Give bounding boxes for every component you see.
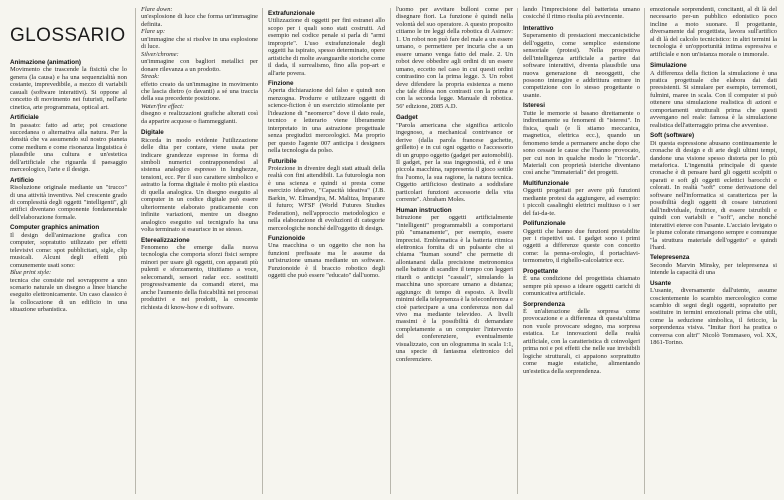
text-column-5 xyxy=(523,6,640,496)
sub-term: Flare down: xyxy=(141,6,173,13)
entry-text: disegno e realizzazioni grafiche alterati così da apparire acquose o fiammeggianti. xyxy=(141,110,258,125)
sub-term: Flare up: xyxy=(141,28,166,36)
entry-text: Istruzione per oggetti artificialmente "intelligenti" programmabili a comportarsi più "umanamente", per esempio, essere imprecisi. Emblematica è la batteria ritmica elettronica fornita di un pulsante che si chiama "human sound" che permette di allontanarsi dalla precisione metronomica nelle battute di scandire il tempo con leggeri ritardi o anticipi "casuali", simulando la macchina uno sporcare umano a distanza; aggiungo: di tempo di esposto. A livelli minimi della teleprsenza è la teleconferenza e cioè partecipare a una conferenza non dal vivo ma mediante televideo. A livelli massimi è la possibilità di demandare completamente a un computer l'intervento del conferenziere, eventualmente visualizzato, con un ologramma in scala 1:1, una specie di fantasma elettronico del conferenziere. xyxy=(396,214,513,363)
glossary-entry-extrafunzionale xyxy=(268,10,385,77)
sub-term: Streak: xyxy=(141,73,160,81)
entry-title: Eterealizzazione xyxy=(141,236,190,244)
entry-text: L'usante, diversamente dall'utente, assume coscientemente lo scambio merceologico come scambio di segni degli oggetti, sopratutto per sostituire in termini emozionali prima che utili, come la seduzione simbolica, il feticcio, la sorprendenza visiva. "Imitar fiori ha pratica o conversa con altri" Nicolò Tommaseo, vol. XX, 1861-Torino. xyxy=(650,287,777,347)
entry-text: Proiezione in divenire degli stati attuali della realtà con fini attendibili. La futurologia non è una scienza e quindi si presta come esercizio ideativo, "Capacità ideativa" (J.B. Barkin, W. Elmandjra, M. Malitza, Imparare il futuro; WFSF (World Futures Studies Federation), nell'approccio metodologico e nella elaborazione di evoluzioni di categorie merceologiche nonché dell'oggetto di design. xyxy=(268,164,385,232)
entry-text: Movimento che trascende la fisicità che lo genera (la causa) e ha una sequenzialità non costante, imprevedibile, a mezzo di variabili casuali (software interattivi). Si oppone al concetto di movimento nei futuristi, nell'arte cinetica, arte programmata, optical art. xyxy=(10,66,127,111)
glossary-entry-artificiale xyxy=(10,114,127,174)
entry-title: Simulazione xyxy=(650,62,687,70)
sub-term: Blue print style: xyxy=(10,269,52,277)
text-column-2 xyxy=(141,6,258,496)
entry-text: Oggetti progettati per avere più funzioni mediante protesi da aggiungere, ad esempio: i piccoli casalinghi elettrici multiuso o i ser del fai-da-te. xyxy=(523,187,640,217)
entry-text: Fenomeno che emerge dalla nuova tecnologia che comporta sforzi fisici sempre minori per usare gli oggetti, con apparati più pulenti e sforzamento, tituitiamo a voce, selecomandi, sensori radar ecc. sostituiti progressivamente da comandi eterei, ma anche l'aumento della fisicabilità nei processi produttivi e nei prodotti, la crescente richiesta di know-how e di software. xyxy=(141,243,258,311)
text-column-1 xyxy=(10,6,127,496)
glossary-entry-futuribile xyxy=(268,158,385,232)
sub-term: Silver/chrome: xyxy=(141,50,179,58)
entry-text: emozionale sorprendenti, concitanti, al di là del necessario per-un pubblico edonistico poco incline a moto suonare. Il progettante, diversamente dal progettista, lavora sull'artifico al di là del calcolo tecnicistico: in altri termini la tecnologia è un'opportunità intima espressiva e artificiale e non un'istanza morale o immorale. xyxy=(650,6,777,58)
entry-title: Telepresenza xyxy=(650,254,690,262)
entry-title: Finzione xyxy=(268,80,294,88)
entry-text: l'uomo per avvitare bulloni come per disegnare fiori. La funzione è quindi nella volontà del suo operatore. A questo proposito citiamo le tre leggi della robotica di Asimov: 1. Un robot non può fare del male a un essere umano, o permettere per incuria che a un essere umano venga fatto del male. 2. Un robot deve obbedire agli ordini di un essere umano, eccetto nel caso in cui questi ordini contrastino con la prima legge. 3. Un robot deve difendere la propria esistenza a meno che tale difesa non contrasti con la prima e con la seconda legge. Manuale di robotica. 56ª edizione, 2085 A.D. xyxy=(396,6,513,110)
glossary-entry-interattivo xyxy=(523,25,640,99)
text-column-6 xyxy=(650,6,777,496)
entry-text: Risoluzione originale mediante un "trucco" di una attività inventiva. Nel crescente grado di complessità degli oggetti "intelligenti", gli artifici diventano componente fondamentale dell'elaborazione formale. xyxy=(10,184,127,221)
entry-text: Una macchina o un oggetto che non ha funzioni prefissate ma le assume da un'istruzione umana mediante un software. Funzionoide è il braccio robotico degli oggetti che può essere "educato" dall'uomo. xyxy=(268,242,385,280)
entry-text: Di questa espressione abusano continuamente le cronache di design e di arte degli ultimi tempi, dandone una visione spesso distorta per lo più metaforica. L'ingenuità principale di queste cronache è di pensare hard gli oggetti scolpiti o sparati e soft gli oggetti eclettici barocchi e colorati. In realtà "soft" come derivazione del software nell'informatica si caratterizza per la possibilità degli oggetti di cosare istruzioni dall'individuale, fruitrice, di essere istruibili e quindi con variabili e "soft", anche nonché interattivi eteree con l'usante. L'acciaio levigato o le piume colorate rimangono sempre e comunque "la struttura materiale dell'oggetto" e quindi l'hard. xyxy=(650,139,777,251)
text-column-4 xyxy=(396,6,513,496)
entry-text: Oggetti che hanno due funzioni prestabilite per i rispettivi usi. I gadget sono i primi oggetti a differenze queste con concetto come: la penna-orologio, il portachiavi-termometro, il righello-calcolatrice ecc. xyxy=(523,227,640,265)
column-divider xyxy=(644,8,645,494)
entry-title: Gadget xyxy=(396,114,418,122)
entry-title: Interattivo xyxy=(523,24,554,32)
page-title: GLOSSARIO xyxy=(10,25,126,46)
entry-title: Digitale xyxy=(141,129,164,137)
glossary-entry-telepresenza xyxy=(650,254,777,276)
glossary-entry-gadget xyxy=(396,114,513,203)
glossary-entry-human-instruction xyxy=(396,207,513,363)
glossary-entry-usante xyxy=(650,280,777,347)
entry-title: Futuribile xyxy=(268,157,297,165)
entry-title: Artificio xyxy=(10,176,34,184)
entry-title: Sorprendenza xyxy=(523,300,565,308)
entry-text: effetto creato da un'immagine in movimento che lascia dietro (o davanti) a sé una traccia della sua precedente posizione. xyxy=(141,80,258,103)
glossary-entry-sorprendenza xyxy=(523,301,640,375)
entry-title: Human instruction xyxy=(396,206,452,214)
entry-title: Animazione (animation) xyxy=(10,59,82,66)
glossary-entry-multifunzionale xyxy=(523,180,640,217)
entry-title: Usante xyxy=(650,279,671,287)
sub-term: Water/fire effect: xyxy=(141,102,185,110)
entry-title: Computer graphics animation xyxy=(10,224,100,232)
glossary-entry-animazione xyxy=(10,59,127,111)
entry-text: Aperta dichiarazione del falso e quindi non menzogna. Produrre e utilizzare oggetti di science-fiction è un esercizio stimolante per l'ideazione di "neomerce" dove il dato reale, tecnico e letterario viene liberamente interpretato in una astrazione progettuale senza pregiudizi merceologici. Ma proprio per questo l'agente 007 anticipa i designers nella tecnologia da polso. xyxy=(268,87,385,155)
column-divider xyxy=(517,8,518,494)
entry-text: È un'alterazione delle sorpresa come provocazione e a differenza di questa'ultima non vuole provocare sdegno, ma sorpresa estatica. Le innovazioni della realtà artificiale, con la caratteristica di coinvolgeri prima noi e poi effetti che nelle sue invisibili logiche strutturali, ci appaiono sorprattutto come magie estatiche, alimentando un'estetica della sorprendenza. xyxy=(523,307,640,375)
column-divider xyxy=(135,8,136,494)
glossary-entry-progettante xyxy=(523,268,640,298)
entry-text: lando l'imprecisione del batterista umano cosicché il ritmo risulta più avvincente. xyxy=(523,6,640,21)
glossary-entry-isteresi xyxy=(523,102,640,176)
entry-text: A differenza della fiction la simulazione è una pratica progettuale che elabora dai dati preesistenti. Si simulare per esempio, terremoti, fulmini, maree in scala. Con il computer si può ottenere una simulazione realistica di azioni e comportamenti strutturali prima che questi avvengano nel reale: famosa è la simulazione realistica dell'atterraggio prima che avvenisse. xyxy=(650,69,777,129)
glossary-entry-funzionoide xyxy=(268,235,385,280)
entry-title: Multifunzionale xyxy=(523,179,569,187)
entry-text: Tutte le memorie si basano direttamente o indirettamente su fenomeni di "isteresi". In fisica, quali (e lì stiamo meccanica, magnetica, elettrica ecc.), quando un fenomeno tende a permanere anche dopo che sono cessate le cause che l'hanno provocato, per cui non in qualche modo le "ricorda". Materiali con proprietà isteriche diventano così anche "immateriali" dei progetti. xyxy=(523,109,640,177)
entry-text: Il design dell'animazione grafica con computer, sopratutto utilizzato per effetti televisivi come: spot pubblicitari, sigle, clip musicali. Alcuni degli effetti più comunemente usati sono: xyxy=(10,231,127,269)
column-divider xyxy=(390,8,391,494)
entry-text: È una condizione del progettista chiamato sempre più spesso a ideare oggetti carichi di comunicativa artificiale. xyxy=(523,275,640,298)
entry-title: Progettante xyxy=(523,267,558,275)
entry-text: In passato: fatto ad arte; poi creazione succedanea o alternativa alla natura. Per la densità che va assumendo sul nostro pianeta come medium e come risonanza linguistica è plausibile una cultura e un'estetica dell'artificiale che riguarda il paesaggio merceologico, l'arte e il design. xyxy=(10,121,127,174)
entry-text: Secondo Marvin Minsky, per telepresenza si intende la capacità di una xyxy=(650,261,777,277)
entry-text: Utilizzazione di oggetti per fini estranei allo scopo per i quali sono stati costruiti. Ad esempio nel codice penale si parla di "armi improprie". L'uso extrafunzionale degli oggetti ha ispirato, spesso determinato, opere artistiche di molte avanguardie storiche come il dada, il surrealismo, fino alla pop-art e all'arte povera. xyxy=(268,17,385,77)
entry-title: Extrafunzionale xyxy=(268,10,315,17)
entry-text: Superamento di prestazioni meccanicistiche dell'oggetto, come semplice estensione sensoriale (protesi). Nella prospettiva dell'intelligenza artificiale a partire dai software interattivi, diventa plausibile una nuova generazione di neooggetti, che possono interagire e addirittura entrare in competizione con lo stesso progettante o usante. xyxy=(523,32,640,99)
glossary-entry-eterealizzazione xyxy=(141,237,258,311)
entry-title: Polifunzionale xyxy=(523,220,566,228)
glossary-entry-digitale xyxy=(141,129,258,233)
glossary-entry-computer-graphics xyxy=(10,224,127,313)
entry-title: Funzionoide xyxy=(268,235,306,242)
entry-title: Isteresi xyxy=(523,102,546,110)
glossary-entry-polifunzionale xyxy=(523,220,640,265)
glossary-entry-artificio xyxy=(10,177,127,222)
entry-text: un'esplosione di luce che forma un'immagine definita. xyxy=(141,13,258,28)
entry-title: Artificiale xyxy=(10,114,39,122)
glossary-entry-simulazione xyxy=(650,62,777,129)
entry-text: Ricorda in modo evidente l'utilizzazione delle dita per contare, viene usata per indicare grandezze espresse in forma di simboli numerici contrapponendosi al sistema analogico espresso in lunghezze, tensioni, ecc. Per il suo carattere simbolico e astratto la forma digitale è molto più elastica di quella analogica. Un disegno eseguito al computer in un codice digitale può essere ulteriormente elaborato praticamente con infinite variazioni, mentre un disegno analogico eseguito sul tecnigrafo ha una volta terminato si esaurisce in se stesso. xyxy=(141,136,258,234)
entry-title: Soft (software) xyxy=(650,132,695,140)
text-column-3 xyxy=(268,6,385,496)
column-divider xyxy=(262,8,263,494)
glossary-entry-finzione xyxy=(268,80,385,154)
entry-text: tecnica che consiste nel sovrapporre a uno scenario naturale un disegno a linee bianche eseguito elettronicamente. Un caso classico è la collocazione di un edificio in una situazione urbanistica. xyxy=(10,276,127,314)
glossary-entry-soft xyxy=(650,132,777,251)
entry-text: un'immagine con bagliori metallici per donare rilevanza a un prodotto. xyxy=(141,58,258,73)
entry-text: un'immagine che si risolve in una esplosione di luce. xyxy=(141,35,258,51)
entry-text: "Parola americana che significa articolo ingegnoso, a mechanical contrivance or derive (dalla parola francese gachette, grilletto) e in cui ogni oggetto o l'accessorio di un gruppo oggetto (gadget per automobili). Il gadget, per la sua ingegnosità, ed è una piccola macchina, rappresenta il gioco sottile fra l'uomo, la sua ragione, la natura tecnica. Oggetto artificioso destinato a soddisfare particolari funzioni accessorie della vita corrente". Abraham Moles. xyxy=(396,121,513,204)
